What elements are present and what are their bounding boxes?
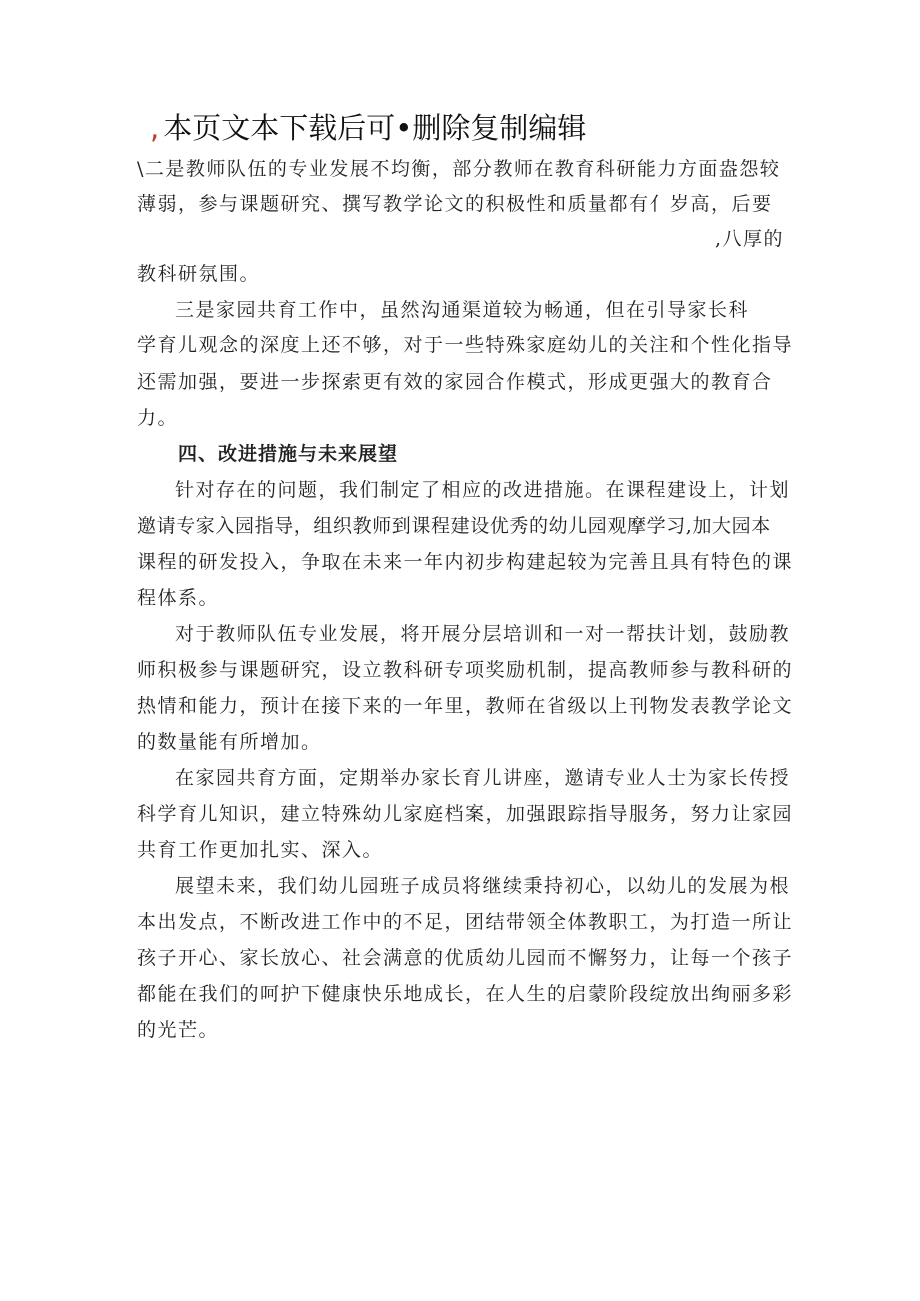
paragraph-line: 热情和能力，预计在接下来的一年里，教师在省级以上刊物发表教学论文: [137, 695, 794, 717]
paragraph-line: 三是家园共育工作中，虽然沟通渠道较为畅通，但在引导家长科: [175, 299, 750, 321]
paragraph-line: \二是教师队伍的专业发展不均衡，部分教师在教育科研能力方面盎怨较: [137, 158, 781, 180]
paragraph-line: 对于教师队伍专业发展，将开展分层培训和一对一帮扶计划，鼓励教: [175, 623, 791, 645]
banner-comma: ,: [150, 111, 160, 145]
paragraph-line: ,八厚的: [715, 228, 785, 250]
section-heading: 四、改进措施与未来展望: [178, 443, 399, 465]
paragraph-line: 本出发点，不断改进工作中的不足，团结带领全体教职工，为打造一所让: [137, 911, 794, 933]
paragraph-line: 程体系。: [137, 587, 220, 609]
paragraph-line: 孩子开心、家长放心、社会满意的优质幼儿园而不懈努力，让每一个孩子: [137, 947, 794, 969]
paragraph-line: 师积极参与课题研究，设立教科研专项奖励机制，提高教师参与教科研的: [137, 659, 794, 681]
paragraph-line: 共育工作更加扎实、深入。: [137, 839, 384, 861]
paragraph-line: 在家园共育方面，定期举办家长育儿讲座，邀请专业人士为家长传授: [175, 767, 791, 789]
paragraph-line: 课程的研发投入，争取在未来一年内初步构建起较为完善且具有特色的课: [137, 551, 794, 573]
paragraph-line: 都能在我们的呵护下健康快乐地成长，在人生的启蒙阶段绽放出绚丽多彩: [137, 983, 794, 1005]
paragraph-line: 的光芒。: [137, 1019, 220, 1041]
paragraph-line: 展望未来，我们幼儿园班子成员将继续秉持初心，以幼儿的发展为根: [175, 875, 791, 897]
paragraph-line: 的数量能有所增加。: [137, 731, 322, 753]
download-notice-banner: [150, 108, 586, 148]
paragraph-line: 薄弱，参与课题研究、撰写教学论文的积极性和质量都有亻岁高，后要: [137, 193, 773, 215]
paragraph-line: 科学育儿知识，建立特殊幼儿家庭档案，加强跟踪指导服务，努力让家园: [137, 803, 794, 825]
paragraph-line: 力。: [137, 407, 179, 429]
paragraph-line: 针对存在的问题，我们制定了相应的改进措施。在课程建设上，计划: [175, 479, 791, 501]
paragraph-line: 邀请专家入园指导，组织教师到课程建设优秀的幼儿园观摩学习,加大园本: [137, 515, 771, 537]
paragraph-line: 还需加强，要进一步探索更有效的家园合作模式，形成更强大的教育合: [137, 371, 773, 393]
paragraph-line: 学育儿观念的深度上还不够，对于一些特殊家庭幼儿的关注和个性化指导: [137, 334, 794, 356]
paragraph-line: 教科研氛围。: [137, 263, 261, 285]
banner-text: 本页文本下载后可•删除复制编辑: [163, 111, 587, 145]
